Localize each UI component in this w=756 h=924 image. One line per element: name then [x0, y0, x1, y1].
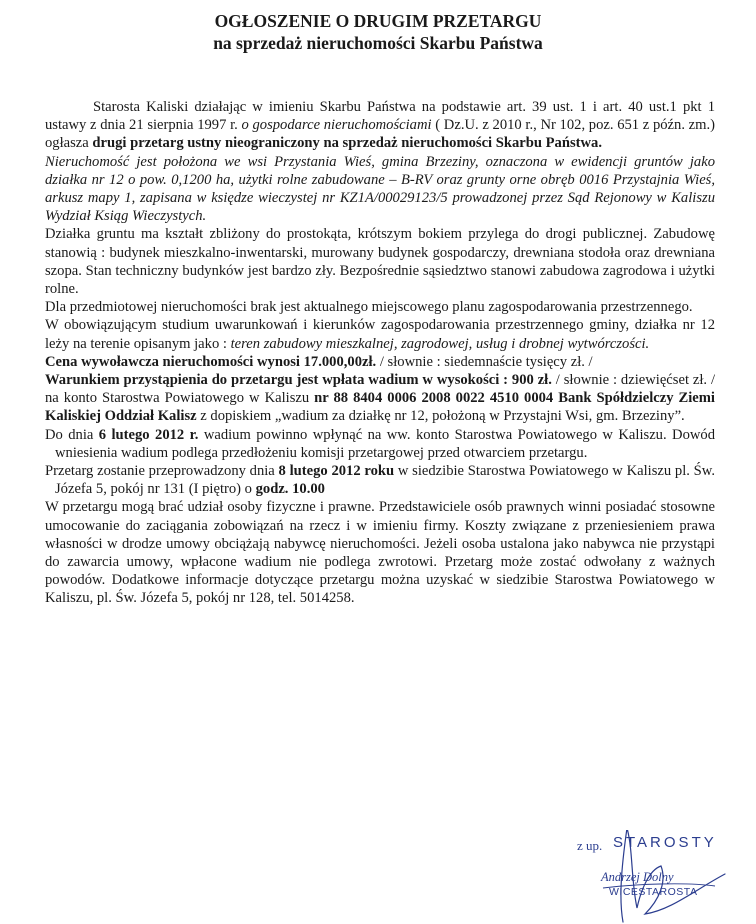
- paragraph-deposit-deadline: [45, 426, 715, 462]
- tender-location: w siedzibie Starostwa Powiatowego w Kaliszu pl. Św. Józefa 5, pokój nr 131 (I piętro) o: [55, 463, 715, 498]
- intro-text-2: ( Dz.U. z 2010 r., Nr 102, poz. 651 z późn. zm.) ogłasza: [45, 117, 716, 152]
- paragraph-tender-date: [45, 462, 715, 498]
- starting-price: Cena wywoławcza nieruchomości wynosi 17.000,00zł.: [45, 353, 377, 370]
- document-title: OGŁOSZENIE O DRUGIM PRZETARGU: [214, 11, 542, 31]
- paragraph-deposit: [45, 371, 715, 426]
- tender-announcement: drugi przetarg ustny nieograniczony na sprzedaż nieruchomości Skarbu Państwa.: [92, 135, 602, 152]
- deadline-text: Do dnia: [45, 426, 99, 443]
- act-title: o gospodarce nieruchomościami: [241, 117, 432, 134]
- signatory-role: WICESTAROSTA: [609, 886, 698, 898]
- intro-text: Starosta Kaliski działając w imieniu Skarbu Państwa na podstawie art. 39 ust. 1 i art. 40 ust.1 pkt 1 ustawy z dnia 21 sierpnia 1997 r.: [45, 99, 715, 134]
- bank-account: nr 88 8404 0006 2008 0022 4510 0004 Bank Spółdzielczy Ziemi Kaliskiej Oddział Kalisz: [45, 390, 715, 425]
- paragraph-zoning-plan: Dla przedmiotowej nieruchomości brak jest aktualnego miejscowego planu zagospodarowania przestrzennego.: [45, 299, 693, 316]
- deposit-deadline-date: 6 lutego 2012 r.: [98, 426, 199, 443]
- deposit-condition: Warunkiem przystąpienia do przetargu jest wpłata wadium w wysokości : 900 zł.: [45, 372, 552, 389]
- document-header: [0, 10, 756, 54]
- deposit-text: / słownie : dziewięćset zł. / na konto Starostwa Powiatowego w Kaliszu: [45, 372, 716, 407]
- signatory-name: Andrzej Dolny: [601, 870, 674, 884]
- tender-time: godz. 10.00: [255, 481, 325, 498]
- document-body: [45, 98, 715, 608]
- price-in-words: / słownie : siedemnaście tysięcy zł. /: [376, 353, 593, 370]
- tender-date: 8 lutego 2012 roku: [278, 463, 395, 480]
- paragraph-study: [45, 316, 715, 352]
- paragraph-general-conditions: W przetargu mogą brać udział osoby fizyczne i prawne. Przedstawiciele osób prawnych winni posiadać stosowne umocowanie do zaciągania zobowiązań na rzecz i w imieniu firmy. Koszty związane z przeniesieniem prawa własności w drodze umowy obciążają nabywcę nieruchomości. Jeżeli osoba ustalona jako nabywca nie przystąpi do zawarcia umowy, wpłacone wadium nie podlega zwrotowi. Przetarg może zostać odwołany z ważnych powodów. Dodatkowe informacje dotyczące przetargu można uzyskać w siedzibie Starostwa Powiatowego w Kaliszu, pl. Św. Józefa 5, pokój nr 128, tel. 5014258.: [45, 499, 715, 607]
- study-designation: teren zabudowy mieszkalnej, zagrodowej, usług i drobnej wytwórczości.: [230, 335, 650, 352]
- office-label: STAROSTY: [613, 834, 717, 851]
- document-subtitle: na sprzedaż nieruchomości Skarbu Państwa: [213, 33, 543, 53]
- deposit-note: z dopiskiem „wadium za działkę nr 12, położoną w Przystajni Wsi, gm. Brzeziny”.: [196, 408, 685, 425]
- paragraph-property-location: Nieruchomość jest położona we wsi Przystania Wieś, gmina Brzeziny, oznaczona w ewidencji gruntów jako działka nr 12 o pow. 0,1200 ha, użytki rolne zabudowane – B-RV oraz grunty orne obręb 0016 Przystajnia Wieś, arkusz mapy 1, zapisana w księdze wieczystej nr KZ1A/00029123/5 prowadzonej przez Sąd Rejonowy w Kaliszu Wydział Ksiąg Wieczystych.: [45, 153, 715, 225]
- on-behalf-label: z up.: [577, 838, 603, 853]
- paragraph-intro: [45, 98, 715, 153]
- paragraph-price: [45, 353, 715, 371]
- deadline-text-2: wadium powinno wpłynąć na ww. konto Starostwa Powiatowego w Kaliszu. Dowód wniesienia wadium podlega przedłożeniu komisji przetargowej przed otwarciem przetargu.: [55, 426, 715, 461]
- study-text: W obowiązującym studium uwarunkowań i kierunków zagospodarowania przestrzennego gminy, działka nr 12 leży na terenie opisanym jako :: [45, 317, 715, 352]
- signature-stamp: [575, 830, 745, 924]
- tender-text: Przetarg zostanie przeprowadzony dnia: [45, 463, 279, 480]
- paragraph-property-description: Działka gruntu ma kształt zbliżony do prostokąta, krótszym bokiem przylega do drogi publicznej. Zabudowę stanowią : budynek mieszkalno-inwentarski, murowany budynek gospodarczy, drewniana stodoła oraz drewniana szopa. Stan techniczny budynków jest bardzo zły. Bezpośrednie sąsiedztwo stanowi zabudowa zagrodowa i użytki rolne.: [45, 226, 715, 298]
